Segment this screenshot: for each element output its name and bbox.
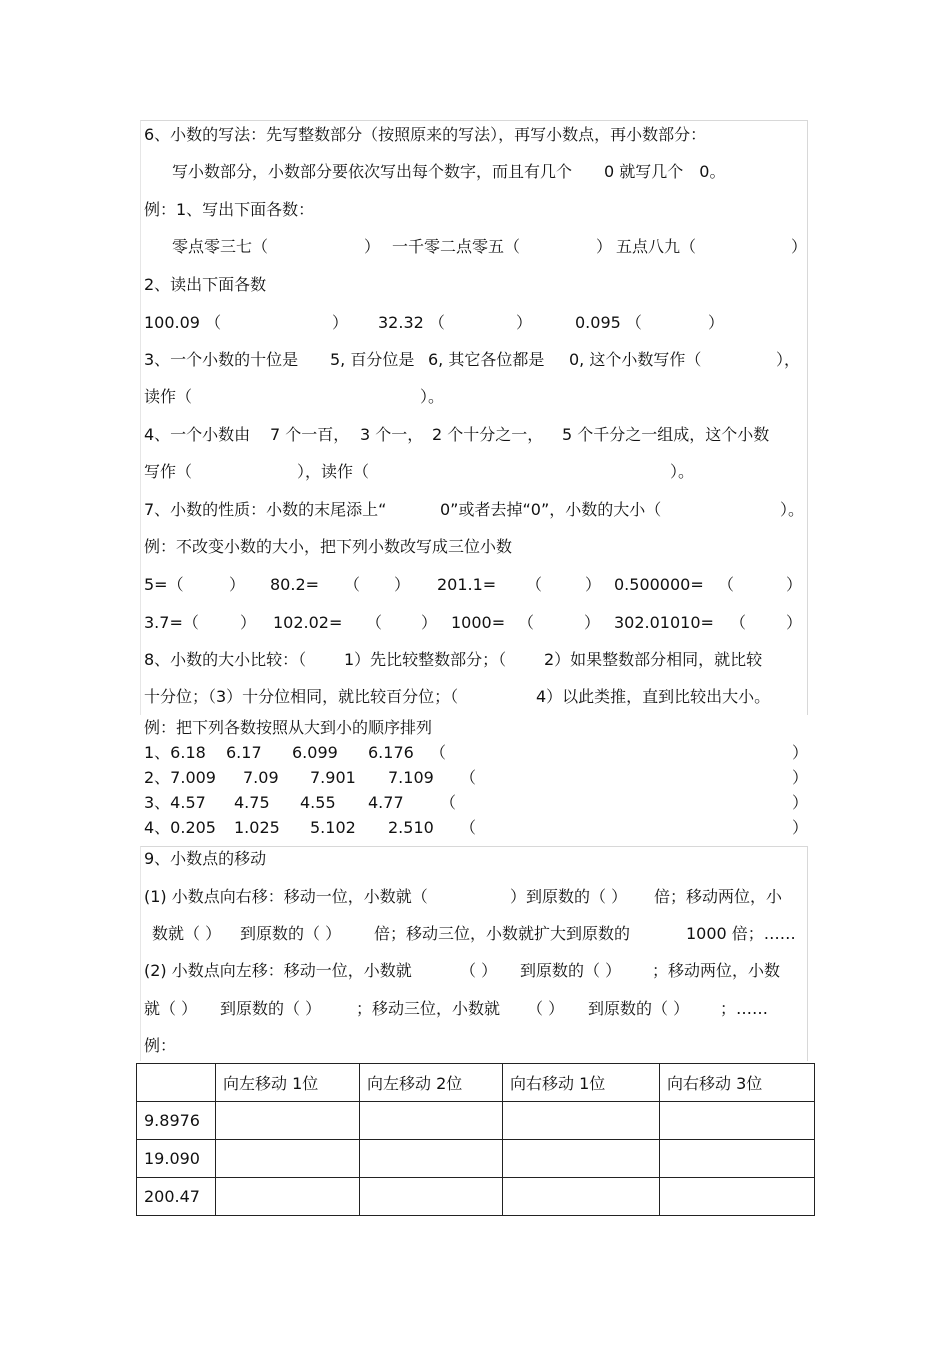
row2-cell: ） — [240, 613, 257, 632]
q3-text: 读作（ — [144, 387, 193, 406]
read-item: 0.095 （ — [575, 313, 642, 332]
q3-text: ）。 — [420, 387, 445, 406]
section8-rule: 4）以此类推，直到比较出大小。 — [536, 687, 771, 706]
q4-text: 5 个千分之一组成，这个小数 — [562, 425, 770, 444]
bracket-close: ） — [792, 818, 809, 837]
move-right-text: (1) 小数点向右移：移动一位，小数就（ — [144, 887, 428, 906]
row2-cell: （ — [518, 613, 535, 632]
row2-cell: （ — [366, 613, 383, 632]
row2-cell: ） — [421, 613, 438, 632]
section6-title: 6、小数的写法：先写整数部分（按照原来的写法），再写小数点，再小数部分： — [144, 125, 707, 144]
bracket-open: （ — [440, 793, 457, 812]
section8-rule: 2）如果整数部分相同，就比较 — [544, 650, 763, 669]
row1-cell: ） — [585, 575, 602, 594]
q3-text: 0, 这个小数写作（ — [569, 350, 702, 369]
row1-cell: ） — [394, 575, 411, 594]
table-cell — [216, 1140, 360, 1178]
row2-cell: 102.02= — [273, 613, 343, 632]
order-row-num: 6.099 — [292, 743, 338, 762]
bracket-close: ） — [792, 743, 809, 762]
move-right-text: 数就（ ） — [152, 924, 222, 943]
section7-example: 例：不改变小数的大小，把下列小数改写成三位小数 — [144, 537, 513, 556]
move-left-text: 到原数的（ ） — [588, 999, 690, 1018]
row1-cell: ） — [786, 575, 803, 594]
table-row — [137, 1102, 815, 1140]
q4-text: 7 个一百， — [270, 425, 350, 444]
order-row-label: 3、4.57 — [144, 793, 206, 812]
table-cell: 9.8976 — [137, 1102, 216, 1140]
table-cell — [216, 1178, 360, 1216]
decimal-move-table — [136, 1063, 815, 1216]
item-text: 五点八九（ — [616, 237, 697, 256]
row2-cell: （ — [730, 613, 747, 632]
table-cell — [503, 1140, 660, 1178]
move-left-text: 到原数的（ ） — [220, 999, 322, 1018]
order-row-num: 1.025 — [234, 818, 280, 837]
table-header-cell — [137, 1064, 216, 1102]
table-cell — [503, 1178, 660, 1216]
table-cell — [660, 1178, 815, 1216]
row1-cell: （ — [718, 575, 735, 594]
bracket-close: ） — [791, 237, 808, 256]
q4-text: 3 个一， — [360, 425, 424, 444]
table-row — [137, 1140, 815, 1178]
order-row-num: 4.55 — [300, 793, 336, 812]
order-row-num: 4.77 — [368, 793, 404, 812]
lower-content-frame — [140, 846, 808, 1061]
row2-cell: 3.7=（ — [144, 613, 199, 632]
row2-cell: 1000= — [451, 613, 506, 632]
table-cell — [360, 1178, 503, 1216]
order-row-label: 4、0.205 — [144, 818, 216, 837]
order-row-num: 7.09 — [243, 768, 279, 787]
q4-text: ）。 — [670, 462, 695, 481]
table-cell — [660, 1102, 815, 1140]
bracket-close: ） — [708, 313, 725, 332]
q3-text: 5, 百分位是 — [330, 350, 415, 369]
item-text: 零点零三七（ — [172, 237, 269, 256]
order-row-num: 6.176 — [368, 743, 414, 762]
section9-example: 例： — [144, 1036, 177, 1055]
bracket-open: （ — [430, 743, 447, 762]
table-cell — [503, 1102, 660, 1140]
bracket-close: ） — [364, 237, 381, 256]
move-left-text: ；…… — [720, 999, 769, 1018]
row1-cell: 80.2= — [270, 575, 320, 594]
move-right-text: 1000 倍；…… — [686, 924, 796, 943]
bracket-close: ） — [516, 313, 533, 332]
row2-cell: ） — [584, 613, 601, 632]
row1-cell: ） — [229, 575, 246, 594]
order-row-num: 7.901 — [310, 768, 356, 787]
move-left-text: (2) 小数点向左移：移动一位，小数就 — [144, 961, 412, 980]
bracket-open: （ — [460, 818, 477, 837]
q3-text: 6, 其它各位都是 — [428, 350, 545, 369]
move-right-text: ）到原数的（ ） — [510, 887, 628, 906]
order-row-num: 2.510 — [388, 818, 434, 837]
row2-cell: 302.01010= — [614, 613, 714, 632]
move-left-text: ；移动三位，小数就 — [356, 999, 501, 1018]
table-header-cell: 向左移动 2位 — [360, 1064, 503, 1102]
row1-cell: （ — [344, 575, 361, 594]
section9-title: 9、小数点的移动 — [144, 849, 267, 868]
move-right-text: 倍；移动两位，小 — [654, 887, 783, 906]
q4-text: 写作（ — [144, 462, 193, 481]
move-left-text: 就（ ） — [144, 999, 198, 1018]
row1-cell: 5=（ — [144, 575, 184, 594]
q3-text: 3、一个小数的十位是 — [144, 350, 299, 369]
section7-title: 0”或者去掉“0”，小数的大小（ — [440, 500, 662, 519]
section6-rule: 写小数部分，小数部分要依次写出每个数字，而且有几个 0 就写几个 0。 — [172, 162, 726, 181]
table-header-row — [137, 1064, 815, 1102]
section8-rule: 1）先比较整数部分；（ — [344, 650, 507, 669]
row1-cell: 0.500000= — [614, 575, 704, 594]
section7-title: 7、小数的性质：小数的末尾添上“ — [144, 500, 387, 519]
table-cell — [360, 1102, 503, 1140]
move-left-text: ；移动两位，小数 — [652, 961, 781, 980]
q4-text: 2 个十分之一， — [432, 425, 544, 444]
move-left-text: （ ） — [460, 961, 498, 980]
read-item: 32.32 （ — [378, 313, 445, 332]
bracket-close: ） — [332, 313, 349, 332]
move-left-text: （ ） — [527, 999, 565, 1018]
q3-text: ）， — [776, 350, 801, 369]
table-header-cell: 向右移动 3位 — [660, 1064, 815, 1102]
order-row-num: 7.109 — [388, 768, 434, 787]
read-item: 100.09 （ — [144, 313, 222, 332]
move-left-text: 到原数的（ ） — [520, 961, 622, 980]
move-right-text: 到原数的（ ） — [240, 924, 342, 943]
bracket-close: ） — [792, 793, 809, 812]
q4-text: ），读作（ — [297, 462, 370, 481]
order-row-num: 4.75 — [234, 793, 270, 812]
table-cell: 200.47 — [137, 1178, 216, 1216]
order-row-num: 5.102 — [310, 818, 356, 837]
table-cell — [660, 1140, 815, 1178]
section6-example: 例：1、写出下面各数： — [144, 200, 315, 219]
section8-example: 例：把下列各数按照从大到小的顺序排列 — [144, 718, 433, 737]
item-text: 一千零二点零五（ — [392, 237, 521, 256]
bracket-close: ） — [792, 768, 809, 787]
section7-title: ）。 — [780, 500, 805, 519]
table-cell — [216, 1102, 360, 1140]
row1-cell: （ — [526, 575, 543, 594]
row2-cell: ） — [786, 613, 803, 632]
table-header-cell: 向左移动 1位 — [216, 1064, 360, 1102]
move-right-text: 倍；移动三位，小数就扩大到原数的 — [374, 924, 631, 943]
question-2: 2、读出下面各数 — [144, 275, 267, 294]
bracket-close: ） — [596, 237, 613, 256]
q4-text: 4、一个小数由 — [144, 425, 251, 444]
bracket-open: （ — [460, 768, 477, 787]
table-cell: 19.090 — [137, 1140, 216, 1178]
section8-rule: 8、小数的大小比较：（ — [144, 650, 307, 669]
order-row-label: 1、6.18 — [144, 743, 206, 762]
order-row-num: 6.17 — [226, 743, 262, 762]
section8-rule: 十分位；（3）十分位相同，就比较百分位；（ — [144, 687, 459, 706]
table-row — [137, 1178, 815, 1216]
table-header-cell: 向右移动 1位 — [503, 1064, 660, 1102]
order-row-label: 2、7.009 — [144, 768, 216, 787]
row1-cell: 201.1= — [437, 575, 497, 594]
table-cell — [360, 1140, 503, 1178]
